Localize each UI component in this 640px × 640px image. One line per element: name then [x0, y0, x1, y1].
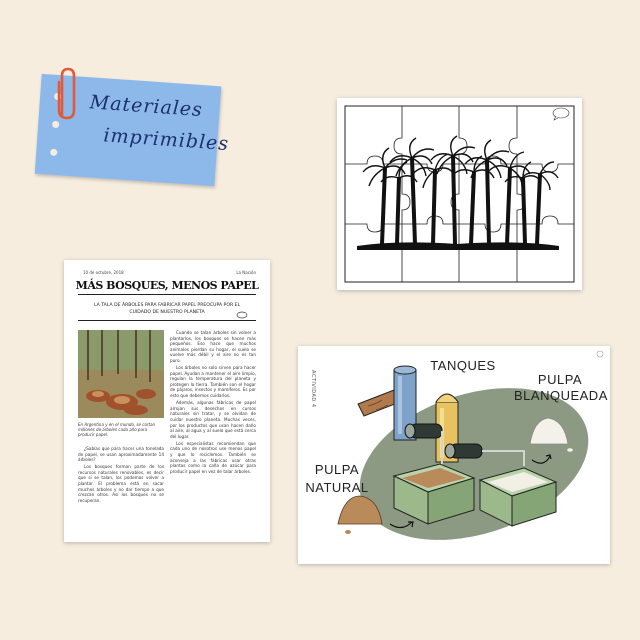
speech-bubble-icon	[236, 311, 248, 319]
label-pulpa-natural-line2: NATURAL	[305, 480, 369, 495]
article-paragraph: Los especialistas recomiendan que cada uno de nosotros use menos papel y que lo reciclemos. También se aconseja a las fábricas usar otras plantas como la caña de azúcar para producir papel en vez de talar árboles.	[170, 440, 256, 474]
label-pulpa-blanqueada-line1: PULPA	[537, 372, 583, 387]
palm-trees	[357, 136, 559, 250]
logged-forest-photo	[78, 330, 164, 418]
photo-caption: En Argentina y en el mundo, se cortan millones de árboles cada año para producir papel.	[78, 422, 156, 438]
palm-puzzle-card[interactable]	[337, 98, 582, 290]
article-paragraph: Además, algunas fábricas de papel arrojan sus desechos en cursos naturales sin tratar, y se olvidan de cuidar nuestro planeta. Muchas veces, por los productos que usan hacen daño al aire, al agua y al suelo que está cerca del lugar.	[170, 400, 256, 439]
paperclip-icon	[50, 66, 80, 122]
newspaper-subheadline: LA TALA DE ÁRBOLES PARA FABRICAR PAPEL PREOCUPA POR EL CUIDADO DE NUESTRO PLANETA	[93, 303, 241, 315]
activity-number: ACTIVIDAD 4	[310, 370, 316, 408]
divider	[78, 320, 256, 321]
note-title-line1: Materiales	[89, 91, 204, 122]
newspaper-brand: La Nación	[236, 270, 256, 275]
article-paragraph: Los árboles no solo sirven para hacer papel. Ayudan a mantener el aire limpio, regulan la temperatura del planeta y protegen la tierra. También son el hogar de pájaros, insectos y mamíferos. Es por esto que debemos cuidarlos.	[170, 365, 256, 399]
corner-badge-icon	[597, 351, 603, 357]
label-pulpa-natural-line1: PULPA	[314, 462, 360, 477]
article-left-column	[78, 446, 164, 505]
note-title-line2: imprimibles	[102, 124, 230, 156]
puzzle-illustration	[337, 98, 582, 290]
label-pulpa-blanqueada-line2: BLANQUEADA	[514, 388, 608, 403]
paper-process-activity-card[interactable]	[298, 346, 610, 564]
divider	[78, 294, 256, 295]
newspaper-headline: MÁS BOSQUES, MENOS PAPEL	[75, 279, 259, 292]
newspaper-date: 10 de octubre, 2018	[83, 270, 124, 275]
newspaper-printable[interactable]	[64, 260, 270, 542]
logo-badge	[553, 108, 569, 120]
article-paragraph: ¿Sabías que para hacer una tonelada de papel, se usan aproximadamente 14 árboles?	[78, 446, 164, 463]
article-right-column	[170, 330, 256, 476]
article-paragraph: Cuando se talan árboles sin volver a plantarlos, los bosques se hacen más pequeños. Eso hace que muchos animales pierdan su hogar, el suelo se vuelve más débil y el aire no es tan puro.	[170, 330, 256, 363]
label-tanques: TANQUES	[430, 358, 496, 373]
article-paragraph: Los bosques forman parte de los recursos naturales renovables, es decir que si se talan, los podemos volver a plantar. El problema está en sacar muchos árboles y no dar tiempo a que crezcan otros. Así los bosques no se recuperan.	[78, 464, 164, 503]
